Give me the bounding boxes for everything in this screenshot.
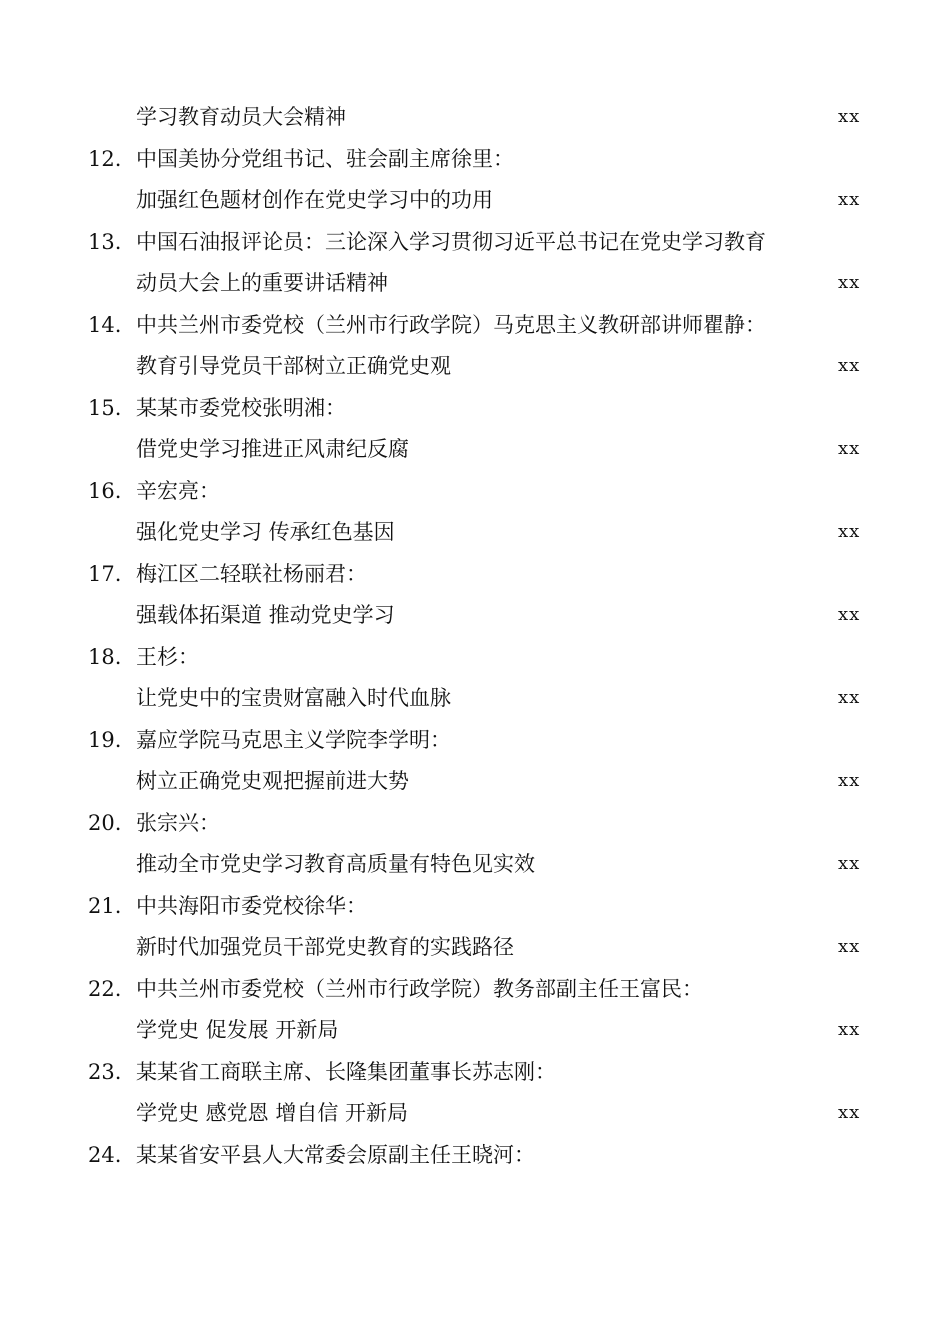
- toc-entry-number: 19.: [88, 727, 122, 752]
- toc-entry-number: 18.: [88, 644, 122, 669]
- toc-entry-number: 13.: [88, 229, 122, 254]
- toc-entry-author: 中国石油报评论员：三论深入学习贯彻习近平总书记在党史学习教育: [136, 229, 766, 254]
- toc-entry-title-line: [0, 512, 950, 552]
- toc-entry-author: 某某省安平县人大常委会原副主任王晓河：: [136, 1142, 535, 1167]
- toc-entry-number: 20.: [88, 810, 122, 835]
- toc-entry-number: 24.: [88, 1142, 122, 1167]
- toc-entry-author-line: [0, 388, 950, 428]
- toc-entry-title: 新时代加强党员干部党史教育的实践路径: [136, 935, 514, 959]
- toc-entry-author-line: [0, 1135, 950, 1175]
- toc-entry-title: 学党史 感党恩 增自信 开新局: [136, 1101, 409, 1125]
- toc-entry-title-line: [0, 678, 950, 718]
- toc-entry-title-line: [0, 595, 950, 635]
- toc-entry-author: 张宗兴：: [136, 810, 220, 835]
- toc-page-number: xx: [838, 853, 861, 874]
- toc-page-number: xx: [838, 770, 861, 791]
- toc-page-number: xx: [838, 604, 861, 625]
- toc-entry-author-line: [0, 222, 950, 262]
- toc-entry-author-line: [0, 305, 950, 345]
- toc-page-number: xx: [838, 687, 861, 708]
- toc-entry-author: 某某市委党校张明湘：: [136, 395, 346, 420]
- toc-entry-author-line: [0, 139, 950, 179]
- toc-entry-author: 嘉应学院马克思主义学院李学明：: [136, 727, 451, 752]
- toc-entry-number: 15.: [88, 395, 122, 420]
- toc-entry-title: 强化党史学习 传承红色基因: [136, 520, 395, 544]
- toc-entry-author: 中共海阳市委党校徐华：: [136, 893, 367, 918]
- toc-entry-title-line: [0, 844, 950, 884]
- toc-page-number: xx: [838, 189, 861, 210]
- toc-entry-author-line: [0, 554, 950, 594]
- toc-entry-author: 某某省工商联主席、长隆集团董事长苏志刚：: [136, 1059, 556, 1084]
- toc-page-number: xx: [838, 272, 861, 293]
- toc-page-number: xx: [838, 1019, 861, 1040]
- toc-page-number: xx: [838, 1102, 861, 1123]
- toc-entry-author: 辛宏亮：: [136, 478, 220, 503]
- toc-entry-title: 学习教育动员大会精神: [136, 105, 346, 129]
- toc-entry-author-line: [0, 471, 950, 511]
- toc-entry-number: 22.: [88, 976, 122, 1001]
- toc-entry-title-line: [0, 927, 950, 967]
- toc-entry-title-line: [0, 346, 950, 386]
- toc-entry-author: 中共兰州市委党校（兰州市行政学院）教务部副主任王富民：: [136, 976, 703, 1001]
- toc-entry-number: 17.: [88, 561, 122, 586]
- toc-entry-author-line: [0, 637, 950, 677]
- toc-entry-title-line: [0, 1010, 950, 1050]
- toc-page-number: xx: [838, 438, 861, 459]
- toc-entry-title: 树立正确党史观把握前进大势: [136, 769, 409, 793]
- toc-entry-number: 12.: [88, 146, 122, 171]
- toc-entry-number: 21.: [88, 893, 122, 918]
- toc-entry-author-line: [0, 1052, 950, 1092]
- toc-entry-title: 加强红色题材创作在党史学习中的功用: [136, 188, 493, 212]
- toc-entry-title-line: [0, 180, 950, 220]
- toc-entry-author: 中国美协分党组书记、驻会副主席徐里：: [136, 146, 514, 171]
- toc-entry-title: 学党史 促发展 开新局: [136, 1018, 339, 1042]
- toc-entry-title: 让党史中的宝贵财富融入时代血脉: [136, 686, 451, 710]
- toc-entry-title: 动员大会上的重要讲话精神: [136, 271, 388, 295]
- toc-page-number: xx: [838, 355, 861, 376]
- toc-entry-author-line: [0, 886, 950, 926]
- toc-entry-title-line: [0, 761, 950, 801]
- toc-entry-title-line: [0, 429, 950, 469]
- toc-entry-title-line: [0, 97, 950, 137]
- toc-entry-author: 中共兰州市委党校（兰州市行政学院）马克思主义教研部讲师瞿静：: [136, 312, 766, 337]
- toc-entry-title-line: [0, 263, 950, 303]
- toc-entry-author-line: [0, 803, 950, 843]
- toc-entry-number: 23.: [88, 1059, 122, 1084]
- toc-entry-title: 借党史学习推进正风肃纪反腐: [136, 437, 409, 461]
- toc-entry-title: 推动全市党史学习教育高质量有特色见实效: [136, 852, 535, 876]
- toc-entry-author-line: [0, 720, 950, 760]
- toc-entry-title-line: [0, 1093, 950, 1133]
- toc-entry-author-line: [0, 969, 950, 1009]
- toc-entry-title: 教育引导党员干部树立正确党史观: [136, 354, 451, 378]
- toc-page-number: xx: [838, 936, 861, 957]
- toc-page-number: xx: [838, 521, 861, 542]
- toc-entry-title: 强载体拓渠道 推动党史学习: [136, 603, 395, 627]
- toc-entry-number: 14.: [88, 312, 122, 337]
- toc-entry-author: 梅江区二轻联社杨丽君：: [136, 561, 367, 586]
- toc-entry-number: 16.: [88, 478, 122, 503]
- toc-page-number: xx: [838, 106, 861, 127]
- toc-entry-author: 王杉：: [136, 644, 199, 669]
